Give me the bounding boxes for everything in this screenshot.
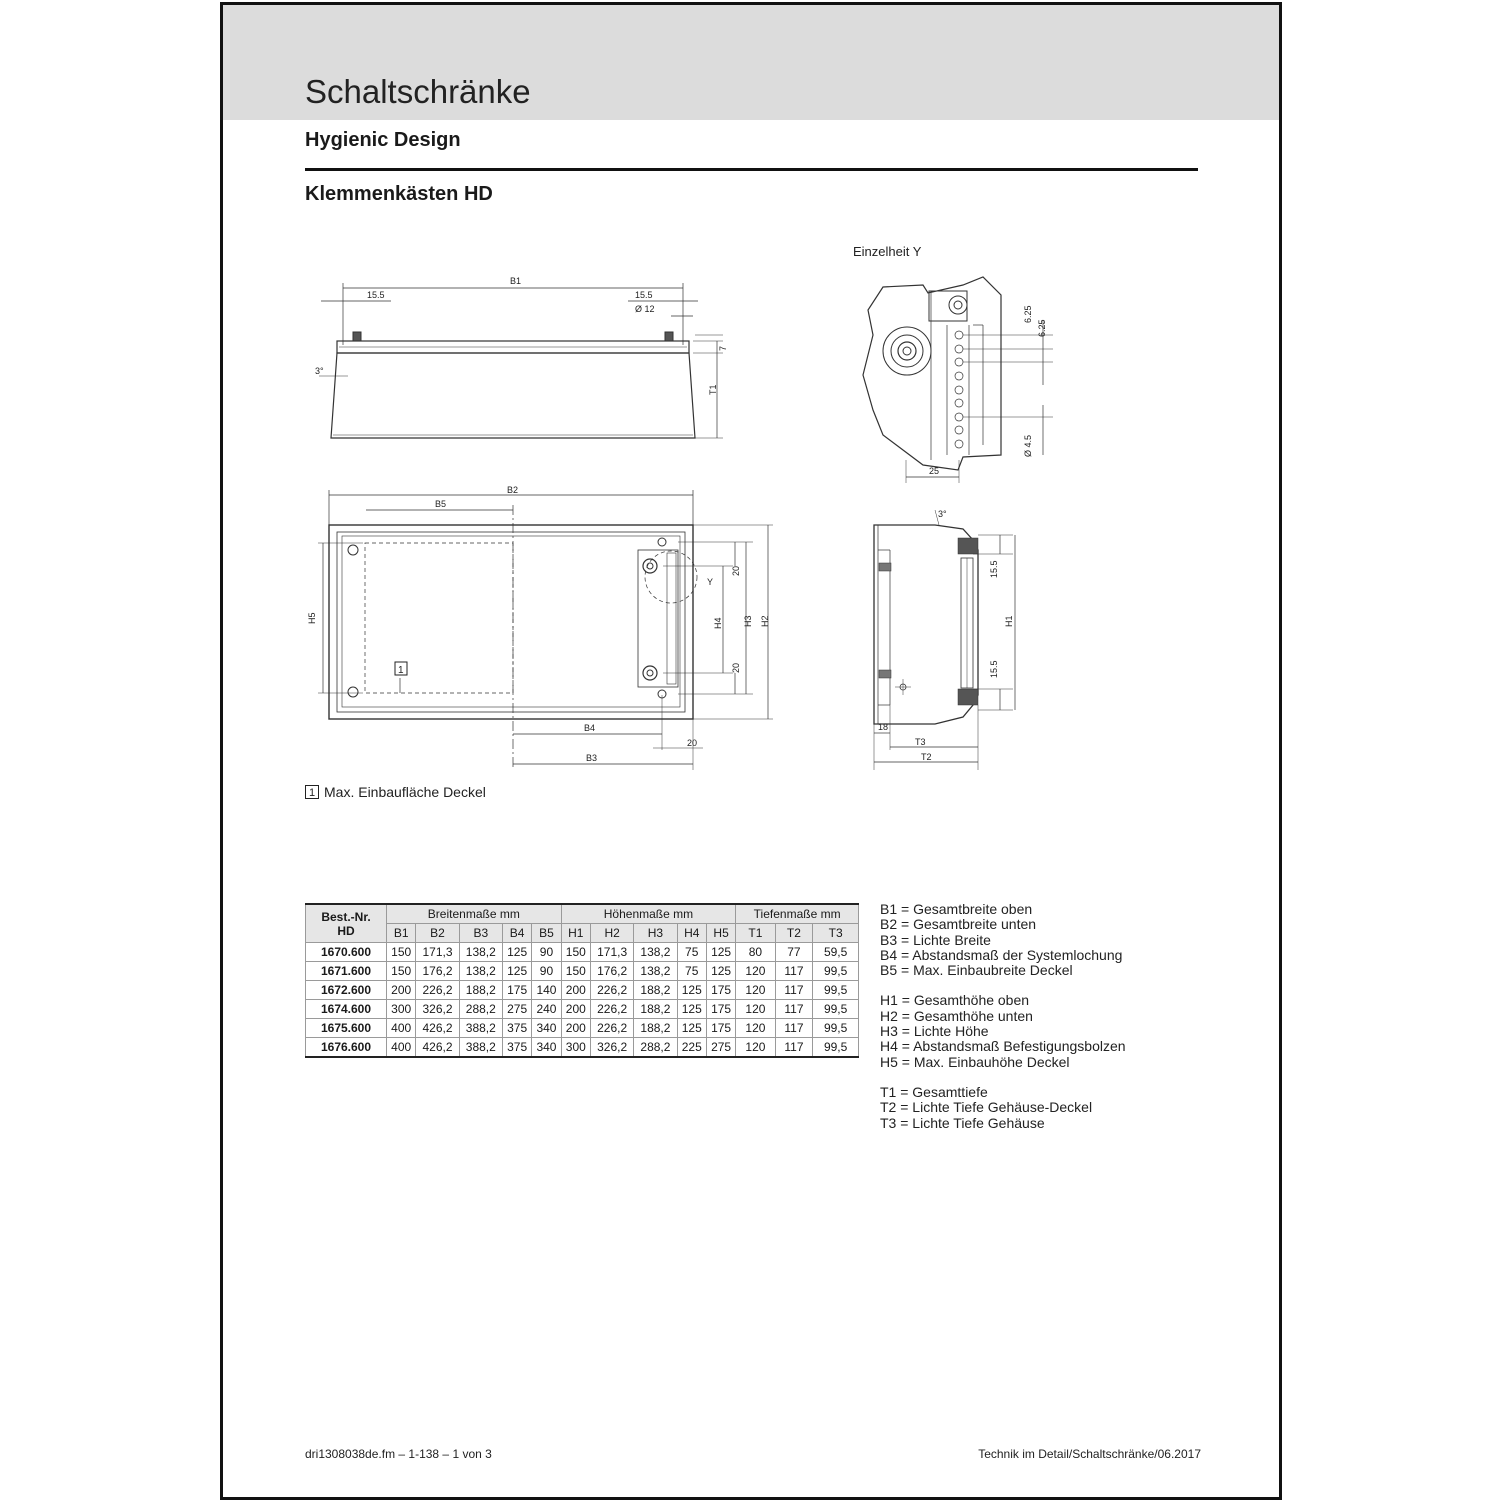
table-cell: 117 <box>775 1000 813 1019</box>
table-cell: 138,2 <box>634 962 677 981</box>
page-subtitle: Hygienic Design <box>305 129 461 151</box>
legend-group <box>880 1085 1126 1131</box>
dim-15-5-left: 15.5 <box>367 290 385 300</box>
footnote-marker: 1 <box>305 785 319 799</box>
dim-angle-side: 3° <box>938 509 947 519</box>
table-cell: 117 <box>775 981 813 1000</box>
table-cell: 120 <box>736 981 775 1000</box>
table-cell: 426,2 <box>416 1019 459 1038</box>
table-cell: 188,2 <box>634 981 677 1000</box>
install-area-marker-label: 1 <box>398 665 404 676</box>
table-row <box>306 943 859 962</box>
footer-file-reference: dri1308038de.fm – 1-138 – 1 von 3 <box>305 1447 492 1461</box>
table-row <box>306 1038 859 1058</box>
table-cell: 340 <box>532 1038 561 1058</box>
table-cell: 75 <box>677 962 706 981</box>
table-cell: 125 <box>502 962 531 981</box>
table-cell: 188,2 <box>634 1019 677 1038</box>
col-bestnr <box>306 904 387 943</box>
table-cell: 226,2 <box>416 981 459 1000</box>
table-cell: 99,5 <box>813 981 859 1000</box>
dimensions-table <box>305 903 859 1058</box>
table-cell: 326,2 <box>590 1038 633 1058</box>
legend-item: B1 = Gesamtbreite oben <box>880 901 1033 917</box>
dim-t1: T1 <box>708 384 718 395</box>
table-cell: 99,5 <box>813 1019 859 1038</box>
col-h2: H2 <box>590 924 633 943</box>
table-cell: 175 <box>706 981 735 1000</box>
dim-20-top: 20 <box>731 565 741 576</box>
table-cell: 138,2 <box>634 943 677 962</box>
table-cell: 117 <box>775 1038 813 1058</box>
table-cell: 288,2 <box>459 1000 502 1019</box>
order-number-cell: 1670.600 <box>306 943 387 962</box>
table-cell: 300 <box>561 1038 590 1058</box>
legend-group <box>880 902 1126 978</box>
table-cell: 125 <box>502 943 531 962</box>
col-bestnr-line1: Best.-Nr. <box>321 909 371 924</box>
order-number-cell: 1675.600 <box>306 1019 387 1038</box>
table-cell: 138,2 <box>459 962 502 981</box>
dim-15-5-side-top: 15.5 <box>989 560 999 578</box>
table-cell: 117 <box>775 962 813 981</box>
dim-b1: B1 <box>510 276 522 286</box>
col-h3: H3 <box>634 924 677 943</box>
legend-item: B2 = Gesamtbreite unten <box>880 916 1037 933</box>
legend-item: H5 = Max. Einbauhöhe Deckel <box>880 1053 1070 1070</box>
dim-h2: H2 <box>760 615 770 627</box>
footer-publication: Technik im Detail/Schaltschränke/06.2017 <box>978 1447 1201 1461</box>
table-cell: 150 <box>387 962 416 981</box>
table-cell: 375 <box>502 1019 531 1038</box>
dim-h4: H4 <box>713 617 723 629</box>
table-cell: 90 <box>532 943 561 962</box>
footnote <box>305 784 486 800</box>
dim-diameter-4-5: Ø 4.5 <box>1023 434 1033 457</box>
table-cell: 117 <box>775 1019 813 1038</box>
table-cell: 240 <box>532 1000 561 1019</box>
table-cell: 99,5 <box>813 1000 859 1019</box>
table-cell: 120 <box>736 1019 775 1038</box>
table-row <box>306 981 859 1000</box>
table-cell: 175 <box>706 1019 735 1038</box>
table-cell: 226,2 <box>590 1000 633 1019</box>
legend-item: H3 = Lichte Höhe <box>880 1023 989 1040</box>
table-cell: 171,3 <box>416 943 459 962</box>
datasheet-page <box>220 2 1282 1500</box>
table-cell: 138,2 <box>459 943 502 962</box>
table-cell: 171,3 <box>590 943 633 962</box>
group-height: Höhenmaße mm <box>561 904 736 924</box>
table-cell: 200 <box>561 981 590 1000</box>
detail-label: Einzelheit Y <box>853 244 922 259</box>
table-cell: 326,2 <box>416 1000 459 1019</box>
table-cell: 340 <box>532 1019 561 1038</box>
technical-drawings <box>223 5 1279 805</box>
legend-item: H1 = Gesamthöhe oben <box>880 992 1030 1009</box>
group-depth: Tiefenmaße mm <box>736 904 859 924</box>
table-cell: 125 <box>677 1000 706 1019</box>
legend-item: B4 = Abstandsmaß der Systemlochung <box>880 946 1123 963</box>
col-b5: B5 <box>532 924 561 943</box>
table-cell: 200 <box>387 981 416 1000</box>
col-b3: B3 <box>459 924 502 943</box>
legend-item: H2 = Gesamthöhe unten <box>880 1007 1033 1024</box>
table-cell: 120 <box>736 962 775 981</box>
footnote-text: Max. Einbaufläche Deckel <box>324 784 486 800</box>
dim-t2: T2 <box>921 752 932 762</box>
dim-t3: T3 <box>915 737 926 747</box>
side-view-drawing <box>874 510 1015 770</box>
page-title: Schaltschränke <box>305 73 531 110</box>
table-cell: 59,5 <box>813 943 859 962</box>
dim-h5: H5 <box>307 612 317 624</box>
dim-7: 7 <box>718 345 728 351</box>
group-width: Breitenmaße mm <box>387 904 562 924</box>
table-cell: 125 <box>677 981 706 1000</box>
table-cell: 226,2 <box>590 1019 633 1038</box>
table-row <box>306 962 859 981</box>
dim-h1: H1 <box>1004 615 1014 627</box>
dim-20-right: 20 <box>687 738 698 748</box>
table-cell: 225 <box>677 1038 706 1058</box>
dim-6-25-a: 6.25 <box>1023 305 1033 323</box>
table-cell: 400 <box>387 1038 416 1058</box>
dim-15-5-side-bottom: 15.5 <box>989 660 999 678</box>
dim-h3: H3 <box>743 615 753 627</box>
front-view-drawing <box>319 283 723 438</box>
table-cell: 188,2 <box>634 1000 677 1019</box>
dim-25: 25 <box>929 466 940 476</box>
table-cell: 176,2 <box>416 962 459 981</box>
table-cell: 200 <box>561 1000 590 1019</box>
table-cell: 375 <box>502 1038 531 1058</box>
section-heading: Klemmenkästen HD <box>305 183 493 205</box>
table-cell: 175 <box>502 981 531 1000</box>
col-t3: T3 <box>813 924 859 943</box>
table-cell: 125 <box>706 943 735 962</box>
table-cell: 388,2 <box>459 1019 502 1038</box>
legend-item: T3 = Lichte Tiefe Gehäuse <box>880 1114 1045 1131</box>
dim-20-bottom: 20 <box>731 662 741 673</box>
col-h4: H4 <box>677 924 706 943</box>
dim-b4: B4 <box>584 723 596 733</box>
table-row <box>306 1000 859 1019</box>
legend-item: H4 = Abstandsmaß Befestigungsbolzen <box>880 1038 1126 1055</box>
order-number-cell: 1672.600 <box>306 981 387 1000</box>
col-h1: H1 <box>561 924 590 943</box>
dim-18: 18 <box>878 722 889 732</box>
detail-y-marker: Y <box>707 577 714 587</box>
table-cell: 288,2 <box>634 1038 677 1058</box>
legend-item: B5 = Max. Einbaubreite Deckel <box>880 962 1073 979</box>
dim-6-25-b: 6.25 <box>1037 319 1047 337</box>
table-cell: 150 <box>387 943 416 962</box>
table-cell: 200 <box>561 1019 590 1038</box>
table-cell: 226,2 <box>590 981 633 1000</box>
table-cell: 125 <box>677 1019 706 1038</box>
table-cell: 400 <box>387 1019 416 1038</box>
table-cell: 99,5 <box>813 962 859 981</box>
table-cell: 120 <box>736 1000 775 1019</box>
dim-b2: B2 <box>507 485 519 495</box>
col-b2: B2 <box>416 924 459 943</box>
plan-view-drawing <box>318 490 773 770</box>
col-b4: B4 <box>502 924 531 943</box>
legend-item: T2 = Lichte Tiefe Gehäuse-Deckel <box>880 1099 1093 1116</box>
table-cell: 125 <box>706 962 735 981</box>
table-cell: 120 <box>736 1038 775 1058</box>
table-cell: 99,5 <box>813 1038 859 1058</box>
table-cell: 77 <box>775 943 813 962</box>
dim-b3: B3 <box>586 753 598 763</box>
table-cell: 275 <box>706 1038 735 1058</box>
order-number-cell: 1674.600 <box>306 1000 387 1019</box>
order-number-cell: 1676.600 <box>306 1038 387 1058</box>
table-cell: 75 <box>677 943 706 962</box>
col-b1: B1 <box>387 924 416 943</box>
dim-diameter-12: Ø 12 <box>635 304 655 314</box>
order-number-cell: 1671.600 <box>306 962 387 981</box>
table-cell: 150 <box>561 962 590 981</box>
legend-item: B3 = Lichte Breite <box>880 931 991 948</box>
col-t1: T1 <box>736 924 775 943</box>
table-cell: 140 <box>532 981 561 1000</box>
col-t2: T2 <box>775 924 813 943</box>
dim-15-5-right: 15.5 <box>635 290 653 300</box>
table-cell: 90 <box>532 962 561 981</box>
table-cell: 275 <box>502 1000 531 1019</box>
legend-item: T1 = Gesamttiefe <box>880 1083 988 1100</box>
col-h5: H5 <box>706 924 735 943</box>
dim-b5: B5 <box>435 499 447 509</box>
col-bestnr-line2: HD <box>337 923 355 938</box>
table-cell: 426,2 <box>416 1038 459 1058</box>
table-cell: 175 <box>706 1000 735 1019</box>
table-cell: 300 <box>387 1000 416 1019</box>
table-cell: 388,2 <box>459 1038 502 1058</box>
table-cell: 150 <box>561 943 590 962</box>
table-cell: 188,2 <box>459 981 502 1000</box>
legend-group <box>880 993 1126 1069</box>
table-row <box>306 1019 859 1038</box>
table-cell: 80 <box>736 943 775 962</box>
table-cell: 176,2 <box>590 962 633 981</box>
abbreviation-legend <box>880 902 1126 1146</box>
dim-angle-front: 3° <box>315 366 324 376</box>
